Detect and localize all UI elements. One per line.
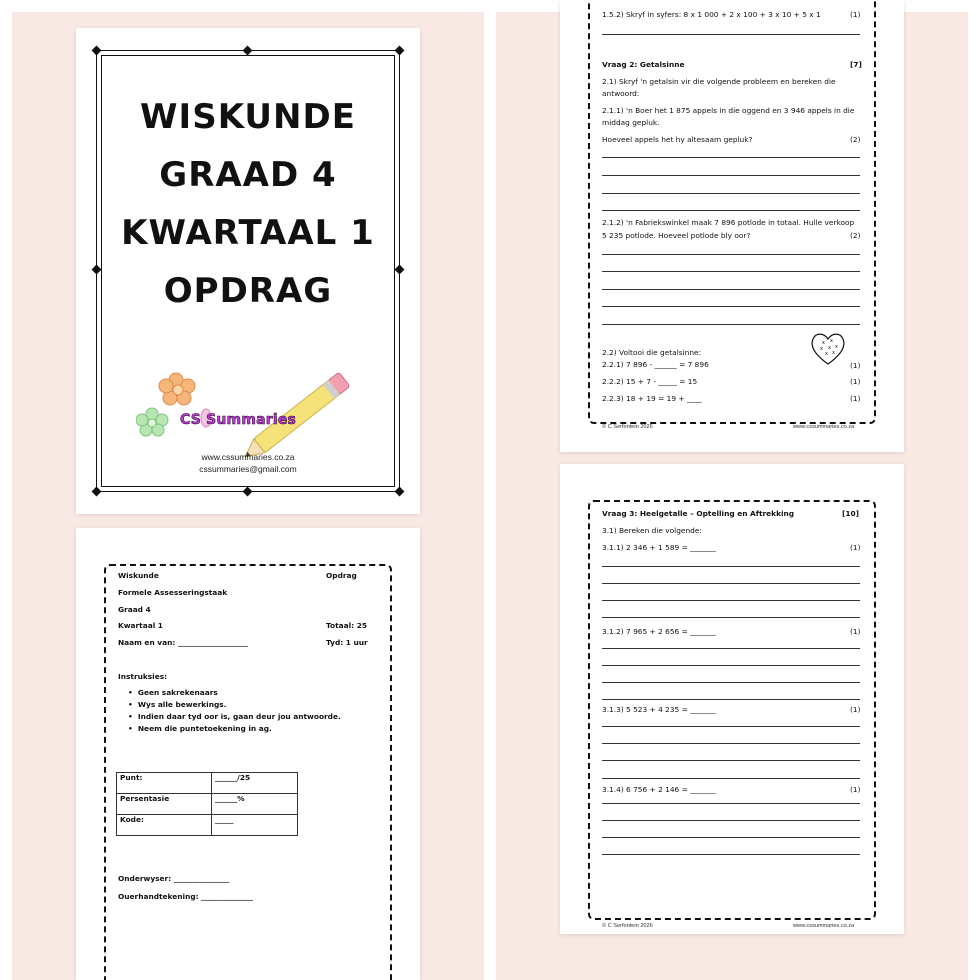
answer-line[interactable] [602,778,860,779]
instruction-text: Wys alle bewerkings. [137,700,227,709]
answer-line[interactable] [602,306,860,307]
name-field[interactable]: Naam en van: ___________________ [118,638,249,647]
question-text: middag gepluk. [602,118,660,127]
section-mark: [10] [842,509,860,518]
answer-line[interactable] [602,682,860,683]
svg-text:x: x [825,351,828,357]
score-value[interactable]: _____ [212,815,298,836]
mark-label: (2) [850,135,861,144]
mark-label: (1) [850,361,861,370]
cover-title-line-1: WISKUNDE [140,97,356,137]
mark-label: (1) [850,394,861,403]
mark-label: (1) [850,10,861,19]
mark-label: (2) [850,231,861,240]
question-text: 2.1.1) 'n Boer het 1 875 appels in die oggend en 3 946 appels in die [602,106,855,115]
time-label: Tyd: 1 uur [326,638,368,647]
answer-line[interactable] [602,34,860,35]
mark-label: (1) [850,627,861,636]
footer-copyright: © C Serfontein 2026 [602,424,653,430]
answer-line[interactable] [602,566,860,567]
question-text: 2.2.3) 18 + 19 = 19 + ____ [602,394,702,403]
table-row [117,773,298,794]
instruction-item: • Geen sakrekenaars [128,688,218,697]
question-text: 3.1) Bereken die volgende: [602,526,702,535]
cover-page [76,28,420,514]
instruction-text: Indien daar tyd oor is, gaan deur jou antwoorde. [137,712,341,721]
score-label: Punt: [117,773,212,794]
answer-line[interactable] [602,617,860,618]
border-ornament [395,487,405,497]
answer-line[interactable] [602,271,860,272]
task-label: Formele Assesseringstaak [118,588,228,597]
answer-line[interactable] [602,726,860,727]
question-text: 5 235 potlode. Hoeveel potlode bly oor? [602,231,751,240]
instruction-item: • Neem die puntetoekening in ag. [128,724,272,733]
answer-line[interactable] [602,193,860,194]
score-table [116,772,298,836]
instruction-text: Neem die puntetoekening in ag. [137,724,272,733]
answer-line[interactable] [602,210,860,211]
question-text: 2.2.2) 15 + 7 - _____ = 15 [602,377,698,386]
subject-label: Wiskunde [118,571,159,580]
score-value[interactable]: ______/25 [212,773,298,794]
cover-website: www.cssummaries.co.za [201,452,295,462]
section-heading: Vraag 3: Heelgetalle – Optelling en Aftrekking [602,509,795,518]
answer-line[interactable] [602,665,860,666]
question-text: 3.1.2) 7 965 + 2 656 = _______ [602,627,717,636]
svg-text:x: x [832,350,835,356]
answer-line[interactable] [602,175,860,176]
footer-website: www.cssummaries.co.za [793,923,855,929]
logo-text: CS Summaries [180,412,297,428]
cover-title-line-4: OPDRAG [163,271,333,311]
section-mark: [7] [850,60,862,69]
answer-line[interactable] [602,837,860,838]
cover-title-line-3: KWARTAAL 1 [121,213,375,253]
answer-line[interactable] [602,254,860,255]
answer-line[interactable] [602,854,860,855]
score-value[interactable]: ______% [212,794,298,815]
instruction-text: Geen sakrekenaars [137,688,218,697]
answer-line[interactable] [602,820,860,821]
answer-line[interactable] [602,760,860,761]
cover-email: cssummaries@gmail.com [199,464,297,474]
svg-text:x: x [822,340,825,346]
parent-signature-field[interactable]: Ouerhandtekening: ______________ [118,892,253,901]
question-text: 2.2.1) 7 896 - ______ = 7 896 [602,360,709,369]
term-label: Kwartaal 1 [118,621,163,630]
answer-line[interactable] [602,600,860,601]
score-label: Kode: [117,815,212,836]
instruction-item: • Wys alle bewerkings. [128,700,227,709]
teacher-field[interactable]: Onderwyser: _______________ [118,874,230,883]
footer-website: www.cssummaries.co.za [793,424,855,430]
question-text: 2.1) Skryf 'n getalsin vir die volgende probleem en bereken die [602,77,836,86]
instruction-item: • Indien daar tyd oor is, gaan deur jou antwoorde. [128,712,341,721]
logo [136,368,356,458]
table-row [117,815,298,836]
table-row [117,794,298,815]
type-label: Opdrag [326,571,357,580]
answer-line[interactable] [602,157,860,158]
svg-text:x: x [828,345,831,351]
question-text: 2.2) Voltooi die getalsinne: [602,348,702,357]
mark-label: (1) [850,785,861,794]
footer-copyright: © C Serfontein 2026 [602,923,653,929]
answer-line[interactable] [602,583,860,584]
answer-line[interactable] [602,699,860,700]
svg-text:x: x [830,338,833,344]
grade-label: Graad 4 [118,605,151,614]
question-text: 3.1.3) 5 523 + 4 235 = _______ [602,705,717,714]
mark-label: (1) [850,705,861,714]
answer-line[interactable] [602,648,860,649]
mark-label: (1) [850,377,861,386]
svg-text:x: x [835,344,838,350]
answer-line[interactable] [602,743,860,744]
answer-line[interactable] [602,324,860,325]
heart-icon [808,328,848,368]
score-label: Persentasie [117,794,212,815]
question-page-2 [560,0,904,452]
cover-title-line-2: GRAAD 4 [159,155,337,195]
section-heading: Vraag 2: Getalsinne [602,60,685,69]
answer-line[interactable] [602,803,860,804]
question-text: antwoord: [602,89,640,98]
mark-label: (1) [850,543,861,552]
info-page [76,528,420,980]
instructions-heading: Instruksies: [118,672,168,681]
answer-line[interactable] [602,289,860,290]
question-text: 3.1.4) 6 756 + 2 146 = _______ [602,785,717,794]
question-text: 3.1.1) 2 346 + 1 589 = _______ [602,543,717,552]
total-label: Totaal: 25 [326,621,367,630]
svg-text:x: x [820,346,823,352]
question-text: Hoeveel appels het hy altesaam gepluk? [602,135,753,144]
question-text: 1.5.2) Skryf in syfers: 8 x 1 000 + 2 x 100 + 3 x 10 + 5 x 1 [602,10,821,19]
question-page-3 [560,464,904,934]
question-text: 2.1.2) 'n Fabriekswinkel maak 7 896 potlode in totaal. Hulle verkoop [602,218,855,227]
